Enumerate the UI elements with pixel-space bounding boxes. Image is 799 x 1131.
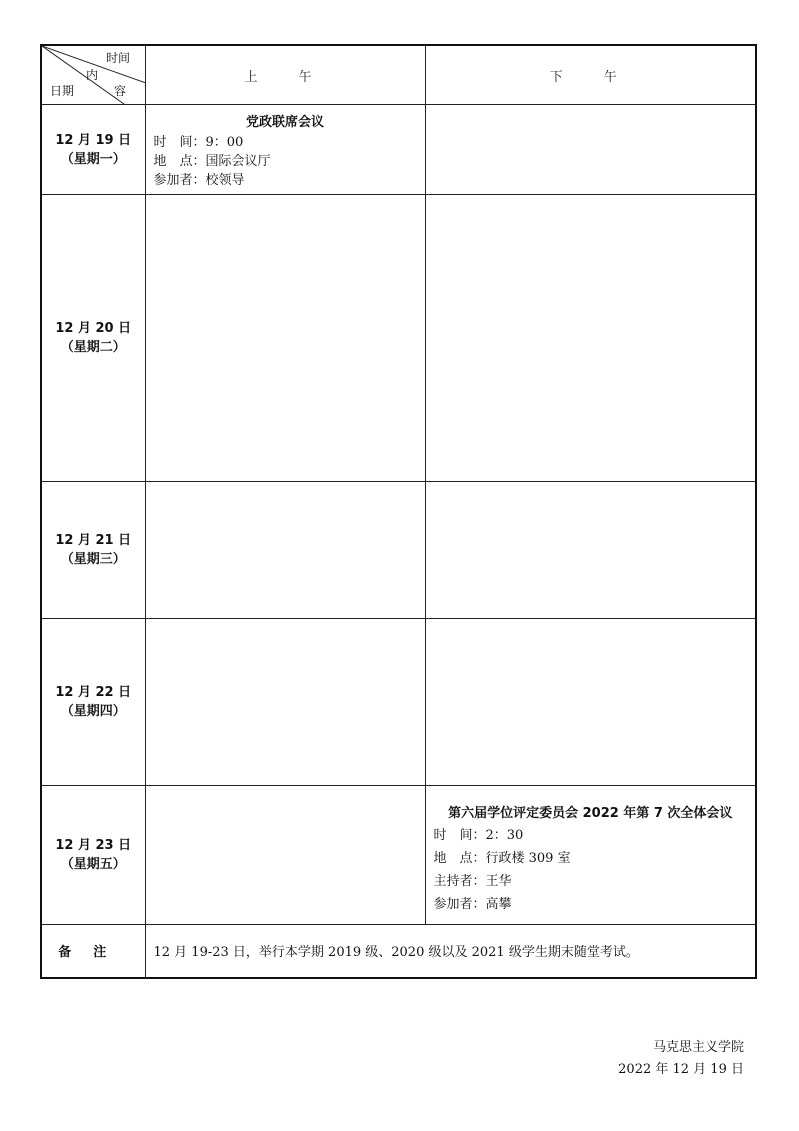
- pm-cell: [425, 195, 756, 482]
- meeting-attendees: 参加者：高攀: [433, 897, 512, 912]
- am-cell: [145, 786, 425, 925]
- am-header: 上 午: [145, 45, 425, 105]
- footer-organization: 马克思主义学院: [652, 1040, 744, 1055]
- am-cell: [145, 195, 425, 482]
- remark-text: 12 月 19-23 日，举行本学期 2019 级、2020 级以及 2021 级学生期末随堂考试。: [145, 925, 756, 978]
- remark-row: [41, 925, 756, 978]
- corner-cell: [41, 45, 145, 105]
- day-row: [41, 786, 756, 925]
- meeting-title: 党政联席会议: [245, 115, 324, 130]
- date-label: 12 月 20 日: [55, 321, 132, 336]
- am-cell: [145, 482, 425, 619]
- am-cell: [145, 105, 425, 195]
- weekly-schedule-table: [40, 44, 757, 979]
- corner-content-label-1: 内: [86, 68, 99, 82]
- day-row: [41, 195, 756, 482]
- date-cell: [41, 786, 145, 925]
- meeting-location: 地 点：行政楼 309 室: [433, 851, 571, 866]
- pm-cell: [425, 619, 756, 786]
- meeting-time: 时 间：9：00: [153, 135, 244, 150]
- day-row: [41, 619, 756, 786]
- date-cell: [41, 105, 145, 195]
- meeting-title: 第六届学位评定委员会 2022 年第 7 次全体会议: [448, 806, 733, 821]
- weekday-label: （星期一）: [60, 151, 126, 167]
- date-label: 12 月 22 日: [55, 685, 132, 700]
- date-label: 12 月 19 日: [55, 132, 132, 148]
- pm-cell: [425, 786, 756, 925]
- pm-header: 下 午: [425, 45, 756, 105]
- date-label: 12 月 23 日: [55, 838, 132, 853]
- date-label: 12 月 21 日: [55, 533, 132, 548]
- weekday-label: （星期五）: [60, 857, 126, 872]
- pm-cell: [425, 105, 756, 195]
- day-row: [41, 482, 756, 619]
- meeting-location: 地 点：国际会议厅: [153, 154, 271, 169]
- date-cell: [41, 195, 145, 482]
- meeting-attendees: 参加者：校领导: [153, 173, 245, 188]
- weekday-label: （星期四）: [60, 704, 126, 719]
- pm-cell: [425, 482, 756, 619]
- day-row: [41, 105, 756, 195]
- date-cell: [41, 619, 145, 786]
- remark-label: 备注: [41, 925, 145, 978]
- weekday-label: （星期三）: [60, 552, 126, 567]
- meeting-time: 时 间：2：30: [433, 828, 524, 843]
- header-row: [41, 45, 756, 105]
- meeting-host: 主持者：王华: [433, 874, 512, 889]
- corner-time-label: 时间: [106, 51, 131, 65]
- am-cell: [145, 619, 425, 786]
- corner-content-label-2: 容: [114, 84, 127, 98]
- corner-date-label: 日期: [50, 84, 75, 98]
- date-cell: [41, 482, 145, 619]
- footer-date: 2022 年 12 月 19 日: [618, 1062, 744, 1077]
- weekday-label: （星期二）: [60, 340, 126, 355]
